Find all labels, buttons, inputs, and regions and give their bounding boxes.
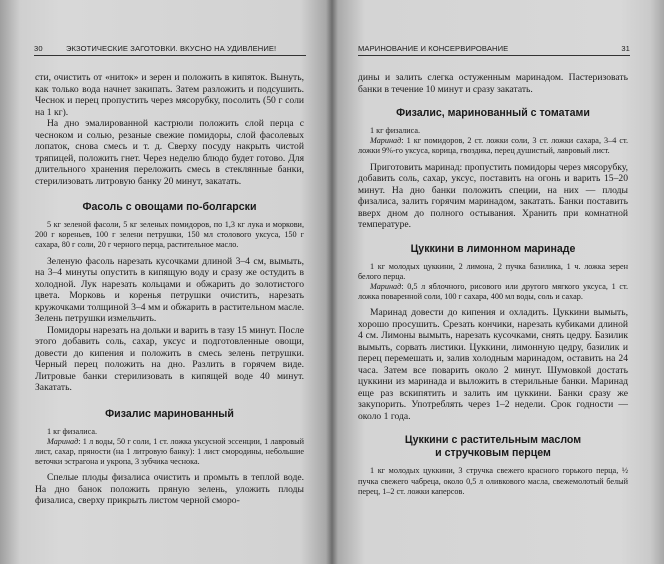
- marinade-text: : 0,5 л яблочного, рисового или другого мягкого уксуса, 1 ст. ложка поваренной соли, 100 г сахара, 400 мл воды, соль и сахар.: [358, 282, 628, 302]
- recipe-title: Цуккини в лимонном маринаде: [410, 242, 576, 255]
- recipe-title: Физалис маринованный: [105, 407, 234, 420]
- recipe-marinade: [35, 437, 304, 468]
- marinade-text: : 1 кг помидоров, 2 ст. ложки соли, 3 ст. ложки сахара, 3–4 ст. ложки 9%-го уксуса, корица, гвоздика, перец душистый, лавровый лист.: [358, 136, 628, 156]
- recipe-ingredients: 1 кг молодых цуккини, 2 лимона, 2 пучка базилика, 1 ч. ложка зерен белого перца.: [358, 261, 628, 281]
- recipe-ingredients: 1 кг молодых цуккини, 3 стручка свежего красного горького перца, ½ пучка свежего чабреца, около 0,5 л оливкового масла, свежемолотый белый перец, 1–2 ст. ложки каперсов.: [358, 466, 628, 496]
- left-text-column: [35, 72, 304, 507]
- running-head-title: МАРИНОВАНИЕ И КОНСЕРВИРОВАНИЕ: [358, 44, 509, 53]
- right-text-column: [358, 72, 628, 497]
- left-page: [0, 0, 330, 564]
- page-number: 31: [621, 44, 630, 53]
- marinade-label: Маринад: [47, 436, 79, 446]
- recipe-ingredients: 5 кг зеленой фасоли, 5 кг зеленых помидоров, по 1,3 кг лука и моркови, 200 г кореньев, 100 г зелени петрушки, 150 мл столового уксуса, 150 г сахара, 80 г соли, 20 г черного перца, растительное масло.: [35, 220, 304, 250]
- recipe-title-line-2: и стручковым перцем: [435, 447, 551, 460]
- page-number: 30: [34, 44, 43, 53]
- body-paragraph: На дно эмалированной кастрюли положить слой перца с чесноком и солью, резаные свежие помидоры, слой фасолевых лопаток, снова смесь и т. д. Сверху посуду накрыть чистой тряпицей, положить гнет. Через неделю блюдо будет готово. Для длительного хранения переложить смесь в стеклянные банки, стерилизовать литровую банку 20 минут, закатать.: [35, 118, 304, 187]
- right-page: [334, 0, 664, 564]
- marinade-label: Маринад: [370, 136, 402, 146]
- running-head-title: ЭКЗОТИЧЕСКИЕ ЗАГОТОВКИ. ВКУСНО НА УДИВЛЕНИЕ!: [66, 44, 277, 53]
- recipe-marinade: [358, 282, 628, 302]
- marinade-label: Маринад: [370, 282, 402, 292]
- body-paragraph: сти, очистить от «ниток» и зерен и положить в кипяток. Вынуть, как только вода начнет закипать. Затем разложить и подсушить. Чеснок и перец пропустить через мясорубку, посолить (50 г соли на 1 кг).: [35, 72, 304, 118]
- body-paragraph: Помидоры нарезать на дольки и варить в тазу 15 минут. После этого добавить соль, сахар, уксус и подготовленные овощи, довести до кипения и положить в смесь зелень петрушки. Черный перец положить на дно. Разлить в горячем виде. Литровые банки стерилизовать в кипящей воде 40 минут. Закатать.: [35, 324, 304, 394]
- recipe-title: Фасоль с овощами по-болгарски: [82, 201, 257, 213]
- recipe-ingredients: 1 кг физалиса.: [370, 126, 421, 135]
- recipe-ingredients: 1 кг физалиса.: [47, 426, 98, 436]
- recipe-marinade: [358, 136, 628, 156]
- body-paragraph: Приготовить маринад: пропустить помидоры через мясорубку, добавить соль, сахар, уксус, поставить на огонь и варить 15–20 минут. На дно банки положить специи, на них — плоды физалиса, залить горячим маринадом, закатать. Банки поставить вверх дном до полного остывания. Хранить при комнатной температуре.: [358, 161, 628, 231]
- marinade-text: : 1 л воды, 50 г соли, 1 ст. ложка уксусной эссенции, 1 лавровый лист, сахар, пряности (на 1 литровую банку): 1 лист смородины, небольшие веточки эстрагона и укропа, 3 зубчика чеснока.: [35, 436, 304, 467]
- body-paragraph: Спелые плоды физалиса очистить и промыть в теплой воде. На дно банок положить пряную зелень, уложить плоды физалиса, сверху прикрыть листом черной сморо-: [35, 472, 304, 507]
- running-head: [34, 44, 306, 56]
- body-paragraph: Зеленую фасоль нарезать кусочками длиной 3–4 см, вымыть, на 3–4 минуты опустить в кипящую воду и сразу же остудить в холодной. Лук нарезать кольцами и обжарить до золотистого цвета. Морковь и коренья петрушки очистить, нарезать кружочками толщиной 3–4 мм и обжарить в растительном масле. Зелень петрушки измельчить.: [35, 255, 304, 325]
- recipe-title: Цуккини с растительным маслом: [404, 434, 582, 447]
- recipe-title: Физалис, маринованный с томатами: [396, 107, 590, 119]
- body-paragraph: дины и залить слегка остуженным маринадом. Пастеризовать банки в течение 10 минут и сразу закатать.: [358, 72, 628, 95]
- body-paragraph: Маринад довести до кипения и охладить. Цуккини вымыть, хорошо просушить. Срезать кончики, нарезать кубиками длиной 4 см. Лимоны вымыть, нарезать кусочками, снять цедру. Базилик вымыть, сорвать листики. Цуккини, лимонную цедру, базилик и перец перемешать и, залив холодным маринадом, оставить на 24 часа. Затем все поварить около 2 минут. Шумовкой достать цуккини из маринада и выложить в стерильные банки. Маринад еще раз вскипятить и залить им цуккини. Банки сразу же закупорить. Употреблять через 1–2 недели. Срок годности — около 1 года.: [358, 307, 628, 422]
- running-head: [358, 44, 630, 56]
